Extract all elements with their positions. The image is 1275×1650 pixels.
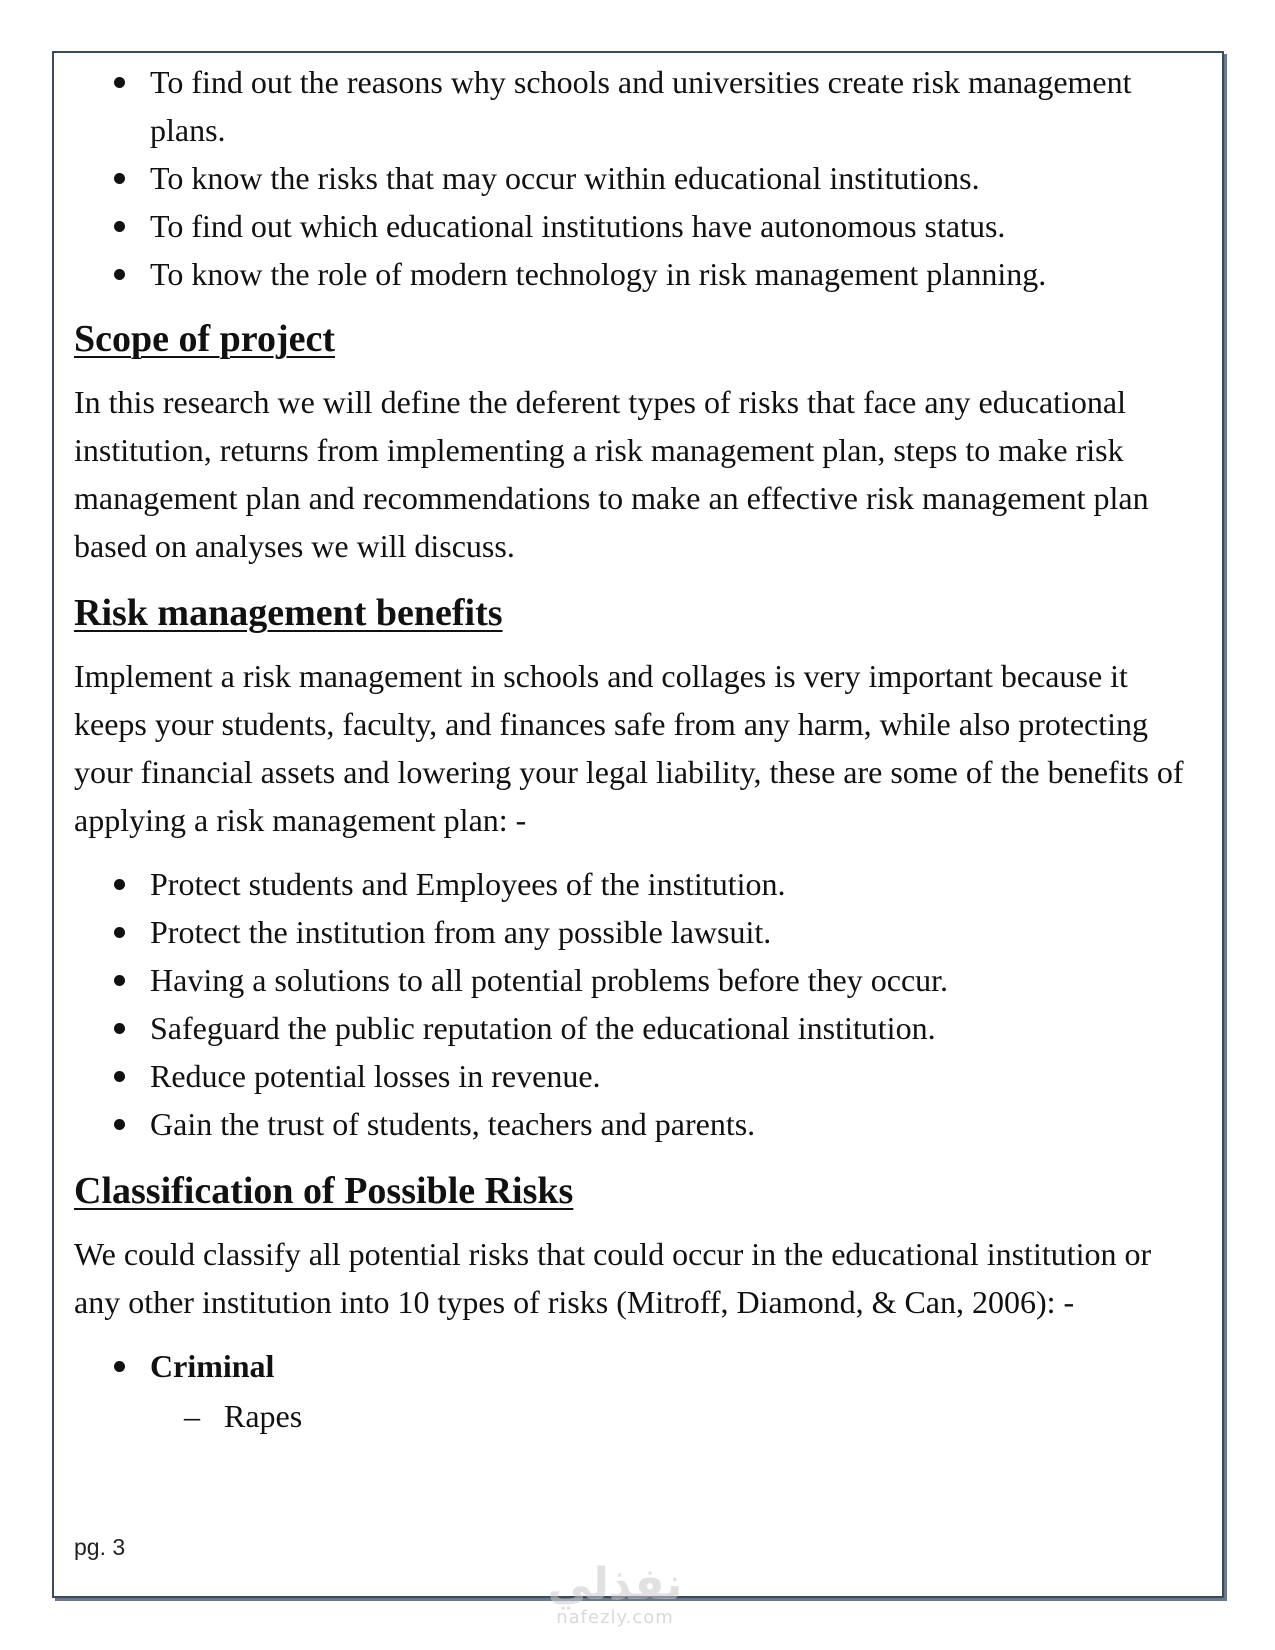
classification-heading: Classification of Possible Risks: [74, 1170, 574, 1212]
list-item: [74, 154, 1204, 202]
watermark-latin: nafezly.com: [556, 1607, 674, 1628]
sub-list-item-text: Rapes: [224, 1398, 303, 1434]
bullet-icon: [114, 173, 125, 184]
list-item-text: To find out which educational institutions have autonomous status.: [150, 208, 1006, 244]
list-item-text: To know the risks that may occur within educational institutions.: [150, 160, 980, 196]
list-item-text: Having a solutions to all potential problems before they occur.: [150, 962, 949, 998]
bullet-icon: [114, 975, 125, 986]
objectives-list: [74, 58, 1204, 298]
bullet-icon: [114, 1119, 125, 1130]
classification-paragraph: We could classify all potential risks that could occur in the educational institution or any other institution into 10 types of risks (Mitroff, Diamond, & Can, 2006): -: [74, 1236, 1152, 1320]
bullet-icon: [114, 77, 125, 88]
benefits-list: [74, 860, 1204, 1148]
list-item: [74, 58, 1200, 154]
benefits-paragraph: Implement a risk management in schools and collages is very important because it keeps your students, faculty, and finances safe from any harm, while also protecting your financial assets and lowering your legal liability, these are some of the benefits of applying a risk management plan: -: [74, 658, 1184, 838]
list-item-text: Protect the institution from any possible lawsuit.: [150, 914, 772, 950]
classification-list: [74, 1342, 1204, 1390]
bullet-icon: [114, 927, 125, 938]
document-body: [74, 62, 1204, 1440]
classification-sublist: [74, 1392, 1204, 1440]
bullet-icon: [114, 879, 125, 890]
list-item-text: To know the role of modern technology in risk management planning.: [150, 256, 1047, 292]
dash-marker: –: [184, 1398, 200, 1434]
list-item: [74, 956, 1204, 1004]
bullet-icon: [114, 221, 125, 232]
list-item: [74, 1004, 1204, 1052]
list-item-text: To find out the reasons why schools and universities create risk management plans.: [150, 64, 1132, 148]
watermark-arabic: نفذلي: [547, 1559, 683, 1610]
bullet-icon: [114, 1023, 125, 1034]
list-item: [74, 202, 1204, 250]
list-item: [74, 1100, 1204, 1148]
list-item-text: Safeguard the public reputation of the educational institution.: [150, 1010, 936, 1046]
list-item: [74, 908, 1204, 956]
scope-heading: Scope of project: [74, 318, 336, 360]
list-item: [74, 860, 1204, 908]
sub-list-item: [74, 1392, 1204, 1440]
list-item: [74, 250, 1204, 298]
category-label: Criminal: [150, 1348, 275, 1384]
bullet-icon: [114, 1361, 125, 1372]
list-item-text: Reduce potential losses in revenue.: [150, 1058, 601, 1094]
benefits-heading: Risk management benefits: [74, 592, 503, 634]
list-item-text: Gain the trust of students, teachers and parents.: [150, 1106, 756, 1142]
bullet-icon: [114, 269, 125, 280]
page-number: pg. 3: [74, 1534, 126, 1560]
watermark: [540, 1559, 690, 1628]
list-item-text: Protect students and Employees of the institution.: [150, 866, 786, 902]
bullet-icon: [114, 1071, 125, 1082]
list-item: [74, 1342, 1204, 1390]
scope-paragraph: In this research we will define the deferent types of risks that face any educational institution, returns from implementing a risk management plan, steps to make risk management plan and recommendations to make an effective risk management plan based on analyses we will discuss.: [74, 384, 1149, 564]
list-item: [74, 1052, 1204, 1100]
